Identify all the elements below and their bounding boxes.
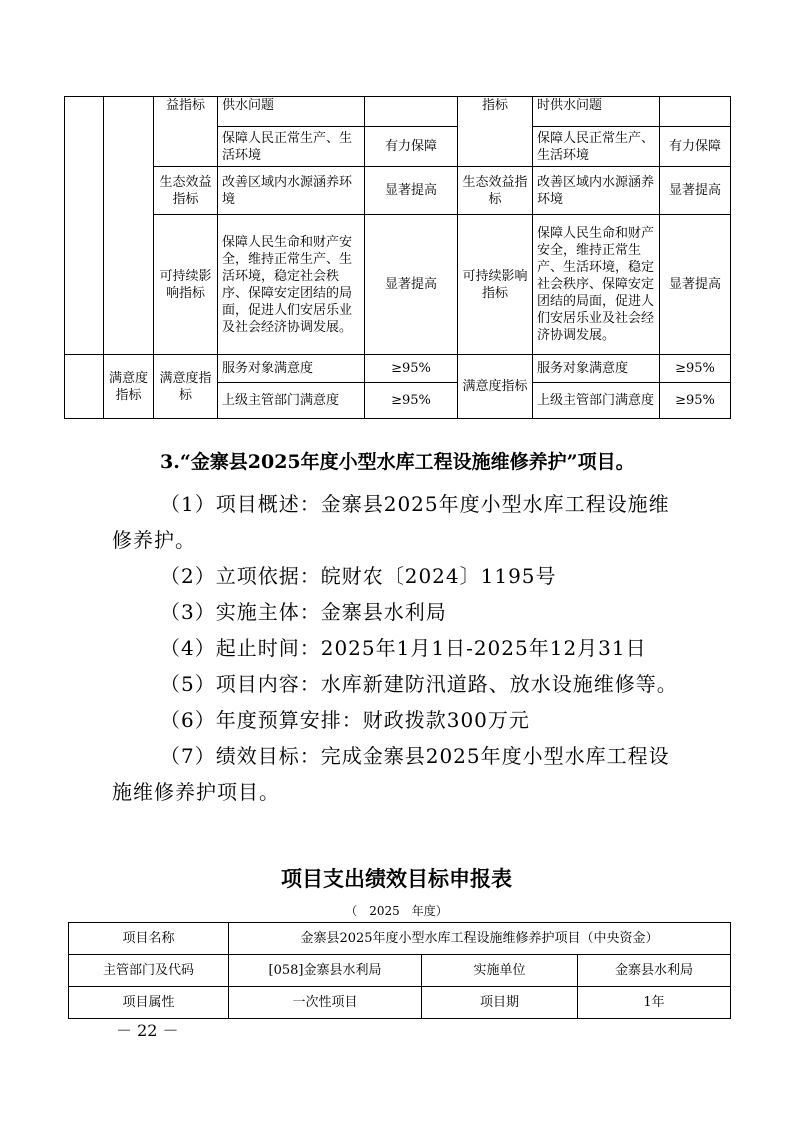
indicator-content: 供水问题 [218, 97, 365, 127]
indicator-value: 有力保障 [660, 127, 731, 167]
indicator-name: 满意度指标 [458, 355, 533, 419]
dept-value: [058]金寨县水利局 [229, 955, 422, 987]
indicator-table-continued [64, 96, 731, 419]
indicator-content: 改善区域内水源涵养环境 [218, 167, 365, 215]
attr-label: 项目属性 [69, 987, 229, 1019]
impl-value: 金寨县水利局 [578, 955, 731, 987]
indicator-content: 服务对象满意度 [218, 355, 365, 383]
indicator-value: ≥95% [365, 355, 458, 383]
page-number: － 22 － [116, 1021, 179, 1040]
project-name-value: 金寨县2025年度小型水库工程设施维修养护项目（中央资金） [229, 923, 731, 955]
indicator-content: 改善区域内水源涵养环境 [533, 167, 660, 215]
indicator-name: 可持续影响指标 [154, 215, 218, 355]
indicator-content: 时供水问题 [533, 97, 660, 127]
performance-declaration-table [68, 922, 731, 1019]
indicator-content: 保障人民正常生产、生活环境 [533, 127, 660, 167]
paragraph-line: 修养护。 [112, 528, 196, 552]
indicator-content: 上级主管部门满意度 [533, 383, 660, 419]
attr-value: 一次性项目 [229, 987, 422, 1019]
paragraph-line: 施维修养护项目。 [112, 780, 280, 804]
paragraph-line: （2）立项依据：皖财农〔2024〕1195号 [160, 564, 557, 588]
paragraph-line: （3）实施主体：金寨县水利局 [160, 600, 447, 624]
indicator-value [365, 97, 458, 127]
indicator-value: 显著提高 [365, 167, 458, 215]
indicator-category: 满意度指标 [104, 355, 154, 419]
indicator-value: 显著提高 [660, 167, 731, 215]
indicator-content: 服务对象满意度 [533, 355, 660, 383]
paragraph-line: （4）起止时间：2025年1月1日-2025年12月31日 [160, 636, 647, 660]
indicator-content: 保障人民生命和财产安全，维持正常生产、生活环境，稳定社会秩序、保障安定团结的局面，促进人们安居乐业及社会经济协调发展。 [218, 215, 365, 355]
section-heading: 3.“金寨县2025年度小型水库工程设施维修养护”项目。 [160, 451, 635, 473]
indicator-name: 指标 [458, 97, 533, 167]
indicator-name: 益指标 [154, 97, 218, 167]
indicator-value: ≥95% [365, 383, 458, 419]
indicator-name: 生态效益指标 [458, 167, 533, 215]
paragraph-line: （1）项目概述：金寨县2025年度小型水库工程设施维 [160, 492, 670, 516]
indicator-name: 满意度指标 [154, 355, 218, 419]
impl-label: 实施单位 [422, 955, 578, 987]
paragraph-line: （7）绩效目标：完成金寨县2025年度小型水库工程设 [160, 744, 670, 768]
table-title: 项目支出绩效目标申报表 [281, 866, 512, 891]
project-description [112, 486, 682, 810]
indicator-value: 有力保障 [365, 127, 458, 167]
paragraph-line: （5）项目内容：水库新建防汛道路、放水设施维修等。 [160, 672, 678, 696]
indicator-value [660, 97, 731, 127]
paragraph-line: （6）年度预算安排：财政拨款300万元 [160, 708, 530, 732]
period-label: 项目期 [422, 987, 578, 1019]
indicator-value: ≥95% [660, 355, 731, 383]
indicator-name: 可持续影响指标 [458, 215, 533, 355]
indicator-value: 显著提高 [660, 215, 731, 355]
blank-cell [104, 97, 154, 355]
indicator-name: 生态效益指标 [154, 167, 218, 215]
indicator-value: ≥95% [660, 383, 731, 419]
indicator-content: 上级主管部门满意度 [218, 383, 365, 419]
indicator-content: 保障人民正常生产、生活环境 [218, 127, 365, 167]
blank-cell [65, 97, 104, 355]
blank-cell [65, 355, 104, 419]
dept-label: 主管部门及代码 [69, 955, 229, 987]
indicator-value: 显著提高 [365, 215, 458, 355]
year-line: （ 2025 年度） [345, 904, 448, 918]
indicator-content: 保障人民生命和财产安全，维持正常生产、生活环境，稳定社会秩序、保障安定团结的局面，促进人们安居乐业及社会经济协调发展。 [533, 215, 660, 355]
period-value: 1年 [578, 987, 731, 1019]
project-name-label: 项目名称 [69, 923, 229, 955]
